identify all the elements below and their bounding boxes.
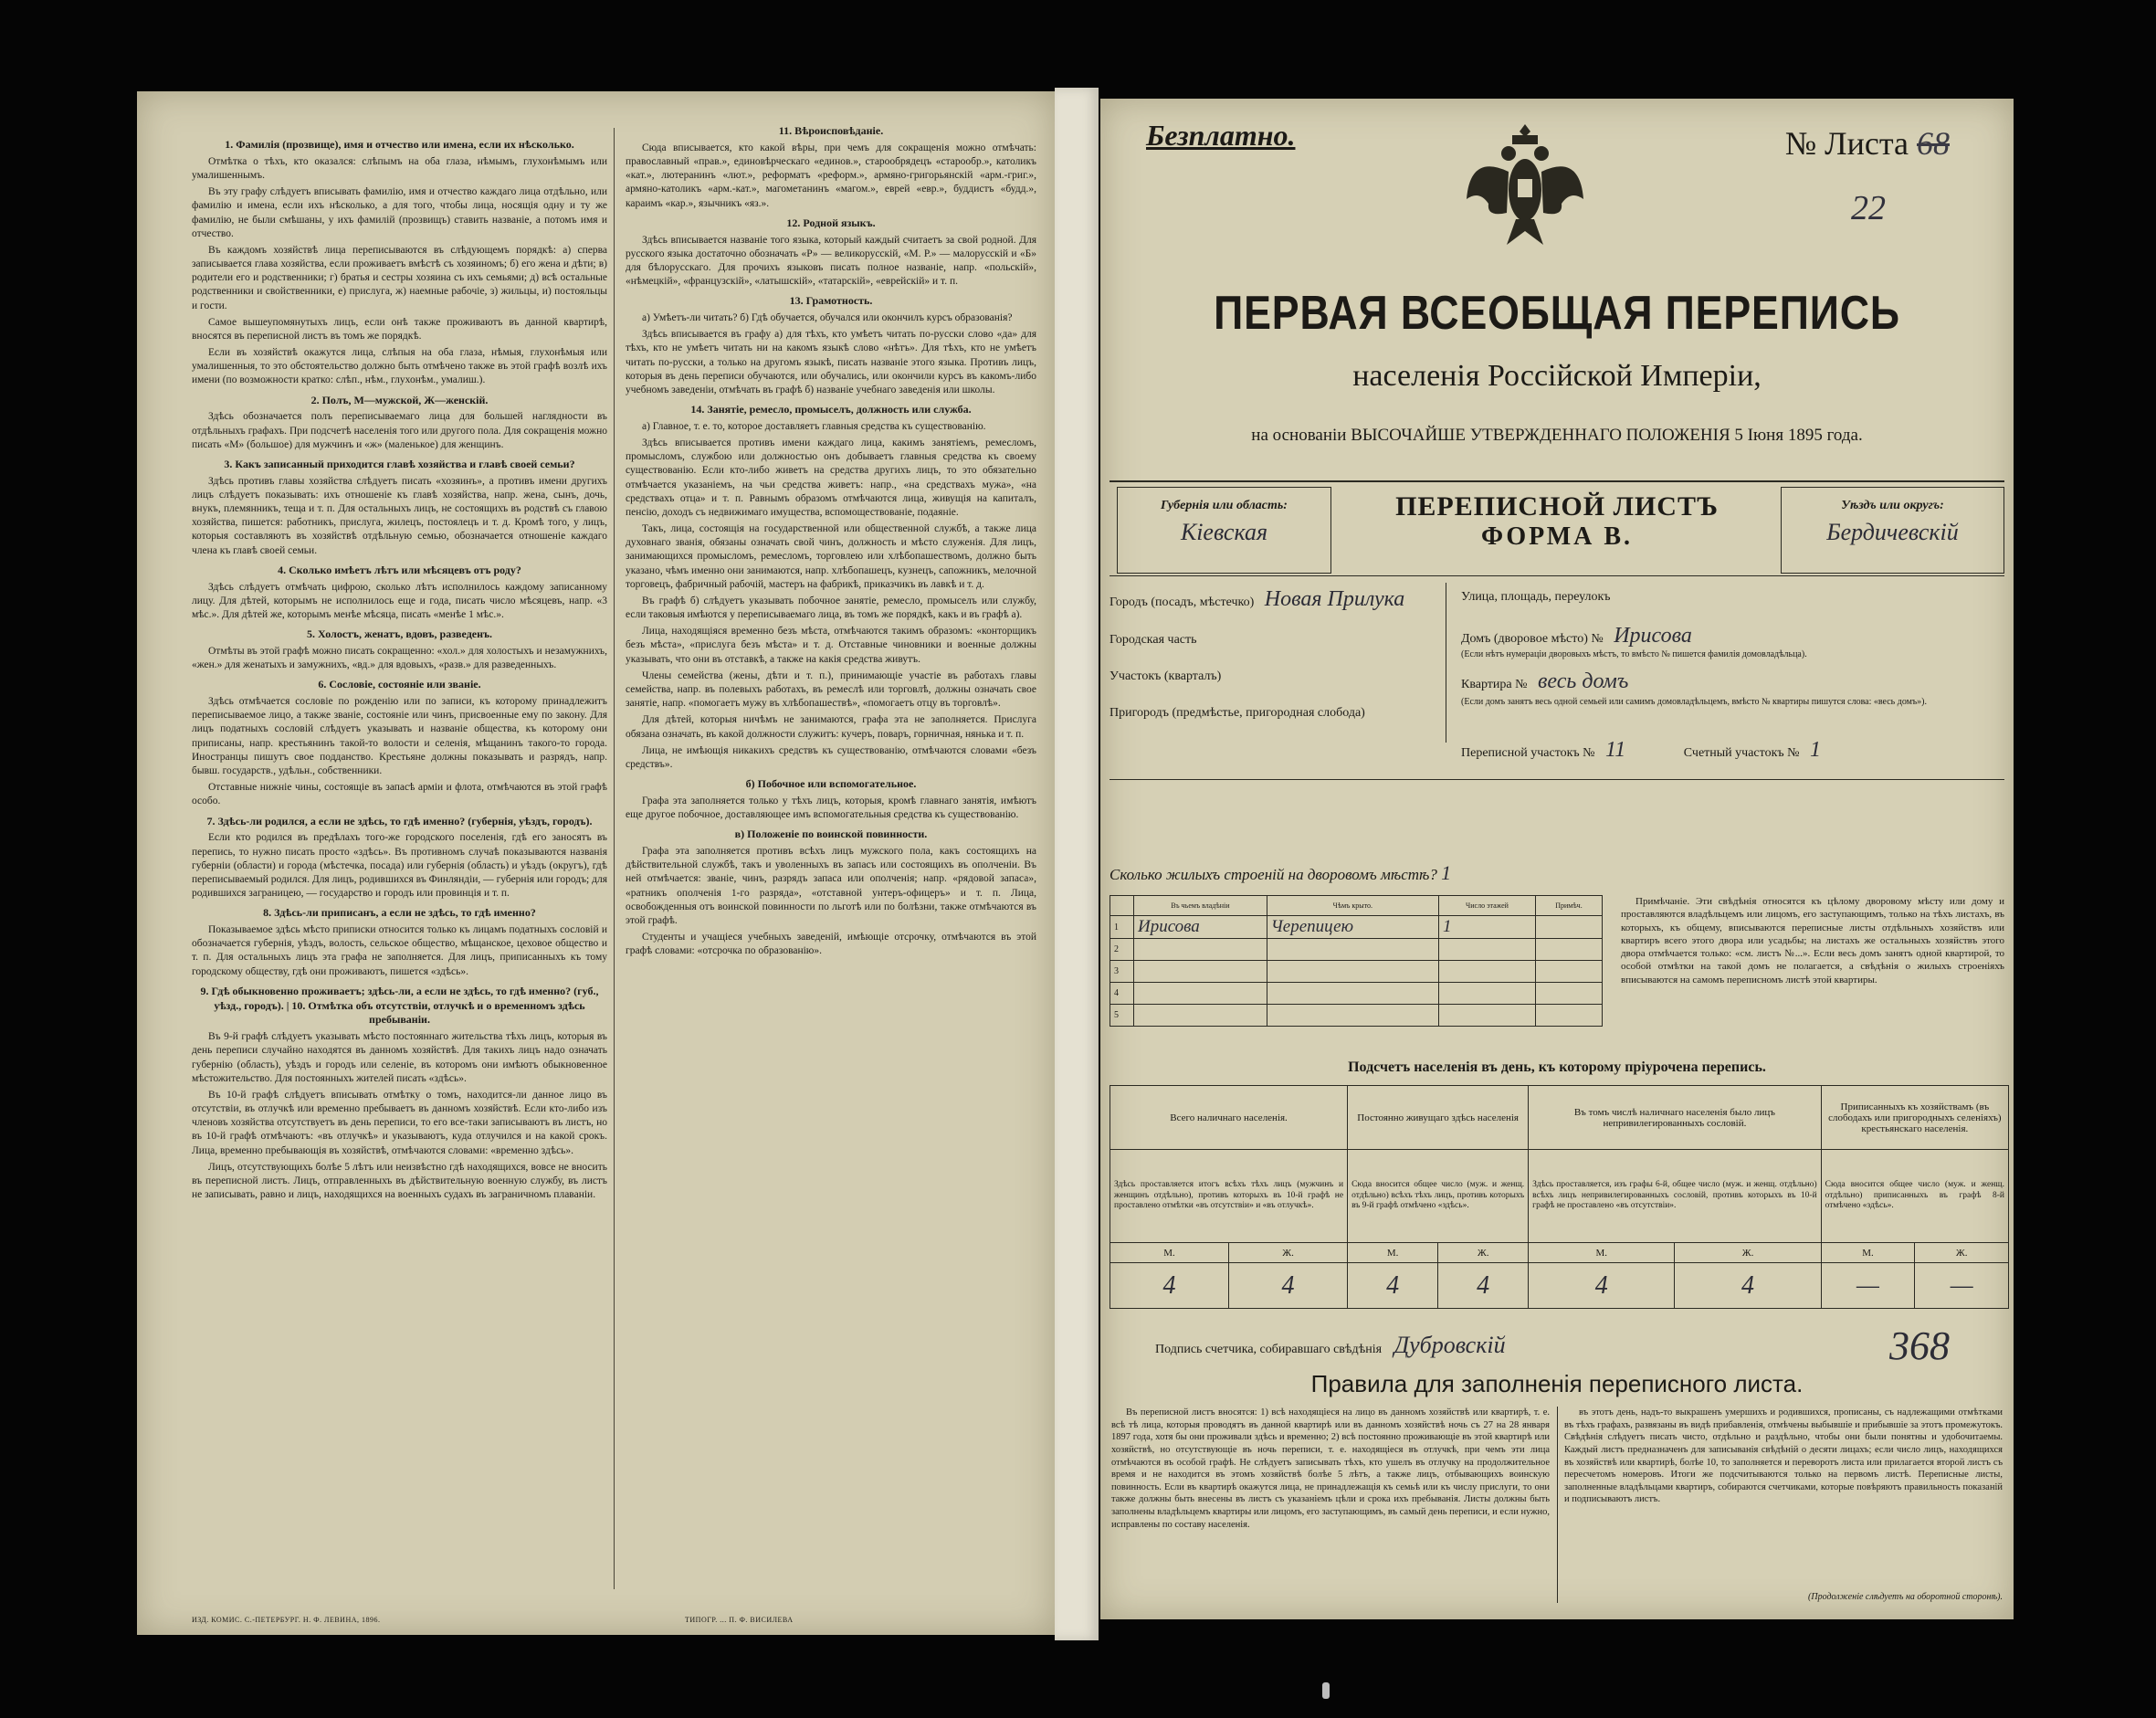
buildings-question-text: Сколько жилыхъ строеній на дворовомъ мѣстѣ?: [1110, 866, 1437, 883]
binding-mark: [1322, 1682, 1330, 1699]
house-line: [1461, 624, 1692, 648]
section-paragraph: Въ каждомъ хозяйствѣ лица переписываются въ слѣдующемъ порядкѣ: а) сперва записывается глава хозяйства, если проживаетъ вмѣстѣ съ хозяиномъ; б) его жена и дѣти; в) родители его и родственники; г) братья и сестры хозяина съ ихъ семьями; д) всѣ остальные родственники и свойственники, е) прислуга, ж) наемные рабочіе, з) жильцы, и) постояльцы и гости.: [192, 244, 607, 311]
printer-imprint-left: ИЗД. КОМИС. С.-ПЕТЕРБУРГ. Н. Ф. ЛЕВИНА, 1896.: [192, 1616, 381, 1624]
population-count-title: Подсчетъ населенія въ день, къ которому пріурочена перепись.: [1348, 1059, 1766, 1075]
counter-signature-line: [1155, 1332, 1977, 1359]
section-paragraph: Отмѣты въ этой графѣ можно писать сокращенно: «хол.» для холостыхъ и незамужнихъ, «жен.» для женатыхъ и замужнихъ, «вд.» для вдовыхъ, «разв.» для разведенныхъ.: [192, 645, 607, 671]
table-cell: [1267, 939, 1438, 961]
population-value-cell: 4: [1348, 1263, 1438, 1309]
row-number-cell: 5: [1110, 1005, 1134, 1027]
section-paragraph: Въ графѣ б) слѣдуетъ указывать побочное занятіе, ремесло, промыселъ или службу, если таковыя имѣются у переписываемаго лица, въ томъ же порядкѣ, какъ и въ графѣ а).: [626, 595, 1036, 621]
population-count-table: [1110, 1085, 2009, 1309]
form-letter: ФОРМА В.: [1480, 522, 1634, 551]
section-paragraph: Отставные нижніе чины, состоящіе въ запасѣ арміи и флота, отмѣчаются въ этой графѣ особо.: [192, 782, 607, 807]
sex-label-cell: Ж.: [1915, 1243, 2009, 1263]
sheet-number-label: № Листа: [1784, 125, 1909, 162]
table-cell: [1267, 983, 1438, 1005]
table-header-cell: Чѣмъ крыто.: [1267, 896, 1438, 916]
section-paragraph: Отмѣтка о тѣхъ, кто оказался: слѣпымъ на оба глаза, нѣмымъ, глухонѣмымъ или умалишеннымъ.: [192, 155, 607, 181]
section-paragraph: а) Главное, т. е. то, которое доставляетъ главныя средства къ существованію.: [642, 420, 986, 432]
section-paragraph: Въ 10-й графѣ слѣдуетъ вписывать отмѣтку о томъ, находится-ли данное лицо въ отсутствіи, въ отлучкѣ или временно пребываетъ въ данномъ хозяйствѣ. Если кто-либо изъ членовъ хозяйства отсутствуетъ въ день переписи, то его все-таки записываютъ въ листъ, но въ 10-й графѣ отмѣчаютъ: «въ отлучкѣ» и указываютъ, куда отлучился и на какой срокъ. Лица, временно пребывающія въ хозяйствѣ, отмѣчаются словами: «временно здѣсь».: [192, 1089, 607, 1156]
census-district-line: [1461, 738, 1821, 763]
sheet-number-handwritten: 68: [1917, 125, 1950, 162]
rules-title: Правила для заполненія переписного листа.: [1310, 1370, 1804, 1397]
row-number-cell: 4: [1110, 983, 1134, 1005]
pop-desc-cell: Сюда вносится общее число (муж. и женщ. отдѣльно) приписанныхъ въ графѣ 8-й отмѣчено «здѣсь».: [1821, 1150, 2008, 1243]
table-cell: [1267, 961, 1438, 983]
table-cell: [1535, 983, 1602, 1005]
pop-header-cell: Въ томъ числѣ наличнаго населенія было лицъ непривилегированныхъ сословій.: [1529, 1086, 1821, 1150]
section-paragraph: Въ 9-й графѣ слѣдуетъ указывать мѣсто постояннаго жительства тѣхъ лицъ, которыя въ день переписи случайно находятся въ данномъ хозяйствѣ. Для такихъ лицъ надо означать губернію (область), уѣздъ и городъ или селеніе, въ которомъ они имѣютъ обыкновенное мѣстожительство. Для постоянныхъ жителей писать «здѣсь».: [192, 1031, 607, 1084]
section-heading: 8. Здѣсь-ли приписанъ, а если не здѣсь, то гдѣ именно?: [263, 906, 536, 920]
city-line: [1110, 587, 1404, 612]
house-note: (Если нѣтъ нумераціи дворовыхъ мѣстъ, то вмѣсто № пишется фамилія домовладѣльца).: [1461, 649, 1807, 659]
free-label: Безплатно.: [1146, 119, 1296, 152]
section-paragraph: Здѣсь противъ главы хозяйства слѣдуетъ писать «хозяинъ», а противъ имени другихъ лицъ слѣдуетъ показывать: ихъ отношеніе къ главѣ хозяйства, напр. жена, сынъ, дочь, внукъ, племянникъ, теща и т. п. Для остальныхъ лицъ, не состоящихъ въ родствѣ съ главою хозяйства, пишется: работникъ, прислуга, жилецъ, постоялецъ и т. д. Кромѣ того, у лицъ, которыя составляютъ въ хозяйствѣ отдѣльную семью, обозначается отношеніе каждаго члена къ главѣ своей семьи.: [192, 475, 607, 556]
table-cell: [1134, 983, 1267, 1005]
rules-column-2: въ этотъ день, надъ-то выкрашенъ умершихъ и родившихся, прописаны, съ надлежащими отмѣтками въ тѣхъ графахъ, развязаны въ видѣ прибавленія, отмѣчены выбывшіе и прибывшіе за этотъ промежутокъ. Свѣдѣнія слѣдуетъ писать чисто, отдѣльно и раздѣльно, чтобы они были понятны и удобочитаемы. Каждый листъ предназначенъ для записыванія свѣдѣній о десяти лицахъ; если число лицъ, находящихся въ хозяйствѣ или квартирѣ, болѣе 10, то заполняется и переворотъ листа или прилагается второй листъ съ пересчетомъ номеровъ. Итоги же подсчитываются только на первомъ листѣ. Переписные листы, заполненные владѣльцами квартиръ, собираются счетчиками, которые повѣряютъ правильность показаній и подписываютъ листъ.: [1564, 1407, 2003, 1505]
section-paragraph: Лица, находящіяся временно безъ мѣста, отмѣчаются такимъ образомъ: «конторщикъ безъ мѣста», «прислуга безъ мѣста» и т. д. Отставные чиновники и военные должны указывать, что они въ отставкѣ, а также на какія средства живутъ.: [626, 626, 1036, 665]
row-number-cell: 3: [1110, 961, 1134, 983]
population-value-cell: —: [1915, 1263, 2009, 1309]
section-paragraph: Показываемое здѣсь мѣсто приписки относится только къ лицамъ податныхъ сословій и обозначается губернія, уѣздъ, волость, сельское общество, мѣщанское, цеховое общество и т. п. Для остальныхъ лицъ эта графа не заполняется. Для лицъ, приписанныхъ къ тому городскому обществу, гдѣ они проживаютъ, пишется «здѣсь».: [192, 924, 607, 977]
section-paragraph: Лица, не имѣющія никакихъ средствъ къ существованію, отмѣчаются словами «безъ средствъ».: [626, 744, 1036, 770]
table-cell: [1535, 961, 1602, 983]
flat-value: весь домъ: [1537, 669, 1629, 693]
section-heading: 4. Сколько имѣетъ лѣтъ или мѣсяцевъ отъ роду?: [278, 563, 521, 576]
sex-label-cell: Ж.: [1229, 1243, 1348, 1263]
sex-label-cell: М.: [1821, 1243, 1915, 1263]
row-number-cell: 2: [1110, 939, 1134, 961]
section-paragraph: Такъ, лица, состоящія на государственной или общественной службѣ, а также лица духовнаго званія, обязаны означать свой чинъ, должность и мѣсто служенія. Для лицъ, занимающихся промысломъ, ремесломъ, торговлею или хлѣбопашествомъ, должно быть указано, чѣмъ именно они занимаются, напр. хлѣбопашецъ, кузнецъ, сапожникъ, мелочной торговецъ, фабричный рабочій, мастеръ на фабрикѣ, приказчикъ въ лавкѣ и т. д.: [626, 523, 1036, 590]
sex-label-cell: Ж.: [1438, 1243, 1529, 1263]
section-heading: 14. Занятіе, ремесло, промыселъ, должность или служба.: [690, 403, 972, 416]
rules-continued-note: (Продолженіе слѣдуетъ на оборотной сторонѣ).: [1808, 1592, 2003, 1602]
population-value-cell: 4: [1675, 1263, 1821, 1309]
pop-header-cell: Приписанныхъ къ хозяйствамъ (въ слободахъ или пригородныхъ селеніяхъ) крестьянскаго населенія.: [1821, 1086, 2008, 1150]
population-value-cell: 4: [1110, 1263, 1229, 1309]
population-value-cell: —: [1821, 1263, 1915, 1309]
main-title: ПЕРВАЯ ВСЕОБЩАЯ ПЕРЕПИСЬ: [1214, 287, 1900, 340]
section-paragraph: Если кто родился въ предѣлахъ того-же городского поселенія, гдѣ его заносятъ въ перепись, то нужно писать просто «здѣсь». Въ противномъ случаѣ показываются названія губерніи (области) и города (мѣстечка, посада) или губернія (область) и уѣздъ (округъ), гдѣ переписываемый родился. Для лицъ, родившихся въ Финляндіи, — губернія или городъ; для родившихся заграницею, — государство и городъ или провинція и т. п.: [192, 832, 607, 900]
counting-district-label: Счетный участокъ №: [1683, 746, 1800, 760]
divider: [1110, 480, 2004, 482]
section-heading: 5. Холостъ, женатъ, вдовъ, разведенъ.: [306, 627, 493, 641]
section-paragraph: а) Умѣетъ-ли читать? б) Гдѣ обучается, обучался или окончилъ курсъ образованія?: [642, 312, 1013, 324]
handwritten-mark-bottom: 368: [1889, 1323, 1950, 1368]
buildings-table: [1110, 895, 1603, 1027]
section-paragraph: Лицъ, отсутствующихъ болѣе 5 лѣтъ или неизвѣстно гдѣ находящихся, вовсе не вносить въ переписной листъ. Лицъ, отправленныхъ въ дѣйствительную военную службу, въ листъ не записывать, равно и лицъ, находящихся на военныхъ судахъ въ заграничномъ плаваніи.: [192, 1161, 607, 1201]
pop-desc-cell: Здѣсь проставляется итогъ всѣхъ тѣхъ лицъ (мужчинъ и женщинъ отдѣльно), противъ которыхъ въ 10-й графѣ не проставлено отмѣтки «въ отсутствіи» и «въ отлучкѣ».: [1110, 1150, 1348, 1243]
section-heading: 7. Здѣсь-ли родился, а если не здѣсь, то гдѣ именно? (губернія, уѣздъ, городъ).: [206, 814, 593, 827]
sheet-number: [1785, 124, 1950, 163]
left-page-instructions: [137, 91, 1055, 1635]
table-cell: Ирисова: [1134, 916, 1267, 939]
pop-desc-cell: Здѣсь проставляется, изъ графы 6-й, общее число (муж. и женщ. отдѣльно) всѣхъ лицъ непривилегированныхъ сословій, противъ которыхъ въ 10-й графѣ не проставлено «въ отсутствіи».: [1529, 1150, 1821, 1243]
buildings-value: 1: [1441, 861, 1452, 884]
sex-label-cell: Ж.: [1675, 1243, 1821, 1263]
suburb-label: Пригородъ (предмѣстье, пригородная слобода): [1110, 706, 1365, 720]
street-label: Улица, площадь, переулокъ: [1461, 590, 1611, 604]
section-heading: 12. Родной языкъ.: [786, 216, 876, 229]
table-cell: Черепицею: [1267, 916, 1438, 939]
table-cell: [1439, 983, 1536, 1005]
section-heading: 9. Гдѣ обыкновенно проживаетъ; здѣсь-ли, а если не здѣсь, то гдѣ именно? (губ., уѣзд., городъ). | 10. Отмѣтка объ отсутствіи, отлучкѣ и о временномъ здѣсь пребываніи.: [200, 984, 599, 1027]
row-number-cell: 1: [1110, 916, 1134, 939]
section-paragraph: Для дѣтей, которыя ничѣмъ не занимаются, графа эта не заполняется. Прислуга обязана означать, въ какой должности служитъ: кучеръ, поваръ, горничная, нянька и т. п.: [626, 714, 1036, 740]
province-value: Кіевская: [1180, 519, 1268, 545]
district-label: Уѣздъ или округъ:: [1841, 499, 1944, 512]
section-heading: 11. Вѣроисповѣданіе.: [778, 124, 884, 137]
table-cell: [1535, 916, 1602, 939]
city-value: Новая Прилука: [1264, 587, 1405, 611]
section-paragraph: Здѣсь слѣдуетъ отмѣчать цифрою, сколько лѣтъ исполнилось каждому записанному лицу. Для дѣтей, которымъ не исполнилось еще и года, писать число мѣсяцевъ, напр. «3 мѣс.». Для дѣтей же, которымъ менѣе мѣсяца, писать «менѣе 1 мѣс.».: [192, 581, 607, 620]
pop-desc-cell: Сюда вносится общее число (муж. и женщ. отдѣльно) всѣхъ тѣхъ лицъ, противъ которыхъ въ 9-й графѣ отмѣчено «здѣсь».: [1348, 1150, 1529, 1243]
legal-basis-line: на основаніи ВЫСОЧАЙШЕ УТВЕРЖДЕННАГО ПОЛОЖЕНІЯ 5 Іюня 1895 года.: [1251, 426, 1863, 445]
subtitle: населенія Россійской Имперіи,: [1352, 359, 1762, 393]
population-value-cell: 4: [1229, 1263, 1348, 1309]
table-cell: [1535, 1005, 1602, 1027]
section-heading: в) Положеніе по воинской повинности.: [734, 827, 928, 841]
section-paragraph: Здѣсь вписывается названіе того языка, который каждый считаетъ за свой родной. Для русского языка достаточно обозначать «Р» — великорусскій, «М. Р.» — малорусскій и «Б» для бѣлорусскаго. Для прочихъ языковъ писать полное названіе, напр. «польскій», «нѣмецкій», «французскій», «латышскій», «татарскій», «еврейскій» и т. п.: [626, 234, 1036, 288]
handwritten-mark-top: 22: [1851, 189, 1886, 227]
table-row: [1110, 983, 1603, 1005]
population-value-cell: 4: [1438, 1263, 1529, 1309]
flat-label: Квартира №: [1461, 678, 1528, 691]
table-cell: 1: [1439, 916, 1536, 939]
section-paragraph: Здѣсь обозначается полъ переписываемаго лица для большей наглядности въ отдѣльныхъ графахъ. При подсчетѣ населенія того или другого пола. Для сокращенія можно писать «М» (большое) для мужчинъ и «ж» (маленькое) для женщинъ.: [192, 411, 607, 450]
quarter-label: Участокъ (кварталъ): [1110, 669, 1222, 683]
note-text: Примѣчаніе. Эти свѣдѣнія относятся къ цѣлому дворовому мѣсту или дому и проставляются владѣльцемъ или лицомъ, его заступающимъ, только на тѣхъ листахъ, въ которыхъ, къ общему, вписываются переписные листы отдѣльныхъ хозяйствъ или квартиръ всего этого двора или усадьбы; на листахъ же остальныхъ хозяйствъ этого двора отмѣчается только: «см. листъ №...». Если весь домъ занятъ одной квартирой, то особой отмѣтки на такой домъ не полагается, а свѣдѣнія о жилыхъ строеніяхъ вписываются на самомъ переписномъ листѣ этой квартиры.: [1621, 896, 2004, 985]
form-heading: [1333, 491, 1781, 552]
column-divider: [614, 128, 615, 1589]
section-paragraph: Въ эту графу слѣдуетъ вписывать фамилію, имя и отчество каждаго лица отдѣльно, или фамилію и имена, если ихъ нѣсколько, а для того, чтобы лица, носящія одну и ту же фамилію, не были смѣшаны, у ихъ фамилій (прозвищъ) ставить названіе, а потомъ имя и отчество.: [192, 186, 607, 239]
section-heading: 13. Грамотность.: [789, 294, 873, 308]
section-heading: 1. Фамилія (прозвище), имя и отчество или имена, если их нѣсколько.: [225, 138, 574, 151]
column-divider: [1557, 1407, 1558, 1603]
table-row: [1110, 961, 1603, 983]
pop-header-cell: Постоянно живущаго здѣсь населенія: [1348, 1086, 1529, 1150]
pop-header-cell: Всего наличнаго населенія.: [1110, 1086, 1348, 1150]
district-box: [1781, 487, 2004, 574]
page-gutter: [1055, 88, 1099, 1640]
counter-signature-label: Подпись счетчика, собиравшаго свѣдѣнія: [1155, 1343, 1383, 1356]
instructions-column-2: [626, 119, 1036, 1589]
table-header-cell: [1110, 896, 1134, 916]
section-paragraph: Графа эта заполняется только у тѣхъ лицъ, которыя, кромѣ главнаго занятія, имѣютъ еще другое побочное, доставляющее имъ вспомогательныя средства къ существованію.: [626, 795, 1036, 821]
section-heading: б) Побочное или вспомогательное.: [745, 777, 917, 791]
printer-imprint-right: ТИПОГР. ... П. Ф. ВИСИЛЕВА: [685, 1616, 794, 1624]
form-title: ПЕРЕПИСНОЙ ЛИСТЪ: [1395, 491, 1719, 522]
section-paragraph: Здѣсь вписывается противъ имени каждаго лица, какимъ занятіемъ, ремесломъ, промысломъ, службою или должностью онъ добываетъ главныя средства къ своему существованію. Если кто-либо живетъ на средства другихъ лицъ, то это обязательно отмѣчается указаніемъ, на чьи средства живетъ: напр., «на средствахъ мужа», «на средствахъ отца» и т. п. Равнымъ образомъ отмѣчаются лица, живущія на капиталъ, пенсію, доходъ съ недвижимаго имущества, вспомоществованіе, подаяніе.: [626, 437, 1036, 518]
section-paragraph: Если въ хозяйствѣ окажутся лица, слѣпыя на оба глаза, нѣмыя, глухонѣмыя или умалишенныя, то это обстоятельство должно быть отмѣчено также въ этой графѣ возлѣ ихъ имени (по возможности кратко: слѣп., нѣм., глухонѣм., умалиш.).: [192, 347, 607, 386]
census-district-value: 11: [1605, 738, 1626, 762]
house-value: Ирисова: [1614, 624, 1692, 648]
table-cell: [1439, 939, 1536, 961]
district-value: Бердичевскій: [1826, 519, 1959, 545]
table-cell: [1267, 1005, 1438, 1027]
province-label: Губернія или область:: [1161, 499, 1288, 512]
table-cell: [1134, 961, 1267, 983]
divider: [1110, 575, 2004, 576]
counting-district-value: 1: [1809, 738, 1821, 762]
province-box: [1117, 487, 1331, 574]
divider: [1110, 779, 2004, 780]
population-value-cell: 4: [1529, 1263, 1675, 1309]
table-header-cell: Число этажей: [1439, 896, 1536, 916]
instructions-column-1: [192, 132, 607, 1585]
section-paragraph: Здѣсь вписывается въ графу а) для тѣхъ, кто умѣетъ читать по-русски слово «да» для тѣхъ, кто не умѣетъ читать ни на какомъ языкѣ слово «нѣтъ». Для тѣхъ, кто не умѣетъ читать по-русски, а только на другомъ языкѣ, писать названіе этого языка. Противъ лицъ, которыя въ день переписи обучаются, или обучались, или окончили курсъ въ какомъ-либо учебномъ заведеніи, отмѣчать въ графѣ б) названіе учебнаго заведенія или школы.: [626, 329, 1036, 395]
section-paragraph: Студенты и учащіеся учебныхъ заведеній, имѣющіе отсрочку, отмѣчаются въ этой графѣ словами: «отсрочка по образованію».: [626, 932, 1036, 957]
flat-note: (Если домъ занятъ весь одной семьей или самимъ домовладѣльцемъ, вмѣсто № квартиры пишутся слова: «весь домъ»).: [1461, 697, 1927, 707]
section-paragraph: Здѣсь отмѣчается сословіе по рожденію или по записи, къ которому принадлежитъ переписываемое лицо, а также званіе, состояніе или чинъ, присвоенные ему по закону. Для лицъ податныхъ сословій слѣдуетъ указывать и названіе общества, къ которому они приписаны, напр. крестьянинъ такой-то волости и селенія, мѣщанинъ такого-то города. Иностранцы пишутъ свое подданство. Крестьяне должны показывать и разрядъ, напр. бывш. государств., удѣльн., собственники.: [192, 696, 607, 776]
buildings-question: [1110, 861, 1451, 885]
table-header-cell: Примѣч.: [1535, 896, 1602, 916]
section-heading: 2. Полъ, М—мужской, Ж—женскій.: [310, 393, 489, 406]
table-cell: [1134, 939, 1267, 961]
city-label: Городъ (посадъ, мѣстечко): [1110, 596, 1255, 609]
rules-column-1: Въ переписной листъ вносятся: 1) всѣ находящіеся на лицо въ данномъ хозяйствѣ или квартирѣ, т. е. всѣ тѣ лица, которыя проводятъ въ данной квартирѣ или въ данномъ хозяйствѣ ночь съ 27 на 28 января 1897 года, хотя бы они проживали здѣсь и временно; 2) всѣ постоянно проживающіе въ этой квартирѣ или хозяйствѣ, но отсутствующіе въ ночь переписи, т. е. находящіеся въ отлучкѣ, при чемъ эти лица отмѣчаются въ особой графѣ. Не слѣдуетъ записывать тѣхъ, кто ушелъ въ отлучку на продолжительное время и не находится въ этомъ хозяйствѣ болѣе 5 лѣтъ, а также лицъ, отбывающихъ воинскую повинность. Если въ квартирѣ окажутся лица, не принадлежащія къ семьѣ или къ числу прислуги, то они также должны быть внесены въ листъ съ указаніемъ цѣли и срока ихъ пребыванія. Листы должны быть заполнены владѣльцемъ квартиры или лицомъ, его заступающимъ, въ самый день переписи, и если нужно, исправлены по составу населенія.: [1111, 1407, 1550, 1530]
table-row: [1110, 916, 1603, 939]
house-label: Домъ (дворовое мѣсто) №: [1461, 632, 1604, 646]
section-heading: 3. Какъ записанный приходится главѣ хозяйства и главѣ своей семьи?: [224, 457, 575, 470]
section-paragraph: Сюда вписывается, кто какой вѣры, при чемъ для сокращенія можно отмѣчать: православный «прав.», единовѣрческаго «единов.», старообрядецъ «старообр.», католикъ «кат.», лютеранинъ «лют.», реформатъ «реформ.», армяно-григорьянскій «арм.-григ.», армяно-католикъ «арм.-кат.», магометанинъ «магом.», еврей «евр.», буддистъ «будд.», караимъ «кар.», язычникъ «яз.».: [626, 142, 1036, 209]
imperial-eagle-emblem: [1461, 117, 1589, 254]
table-row: [1110, 1005, 1603, 1027]
table-cell: [1439, 961, 1536, 983]
section-heading: 6. Сословіе, состояніе или званіе.: [318, 678, 481, 691]
sex-label-cell: М.: [1348, 1243, 1438, 1263]
table-cell: [1535, 939, 1602, 961]
right-page-census-form: [1100, 99, 2014, 1619]
counter-signature: Дубровскій: [1394, 1332, 1506, 1358]
flat-line: [1461, 669, 1628, 694]
section-paragraph: Графа эта заполняется противъ всѣхъ лицъ мужского пола, какъ состоящихъ на дѣйствительной службѣ, такъ и уволенныхъ въ запасъ или состоящихъ въ ополченіи. Въ ней отмѣчается: званіе, чинъ, разрядъ запаса или ополченія; напр. «рядовой запаса», «ратникъ ополченія 1-го разряда», «отставной унтеръ-офицеръ» и т. п. Лица, освобожденныя отъ воинской повинности по льготѣ или по болѣзни, также отмѣчаются въ этой графѣ.: [626, 846, 1036, 926]
table-header-cell: Въ чьемъ владѣніи: [1134, 896, 1267, 916]
table-cell: [1134, 1005, 1267, 1027]
table-cell: [1439, 1005, 1536, 1027]
census-district-label: Переписной участокъ №: [1461, 746, 1595, 760]
sex-label-cell: М.: [1110, 1243, 1229, 1263]
section-paragraph: Самое вышеупомянутыхъ лицъ, если онѣ также проживаютъ въ данной квартирѣ, вносятся въ переписной листъ въ томъ же порядкѣ.: [192, 316, 607, 342]
city-part-label: Городская часть: [1110, 633, 1197, 647]
section-paragraph: Члены семейства (жены, дѣти и т. п.), принимающіе участіе въ работахъ главы семейства, напр. въ полевыхъ работахъ, въ ремеслѣ или торговлѣ, должны означать свое занятіе, напр. «помогаетъ мужу въ хлѣбопашествѣ», «помогаетъ отцу въ торговлѣ».: [626, 669, 1036, 710]
sex-label-cell: М.: [1529, 1243, 1675, 1263]
table-row: [1110, 939, 1603, 961]
